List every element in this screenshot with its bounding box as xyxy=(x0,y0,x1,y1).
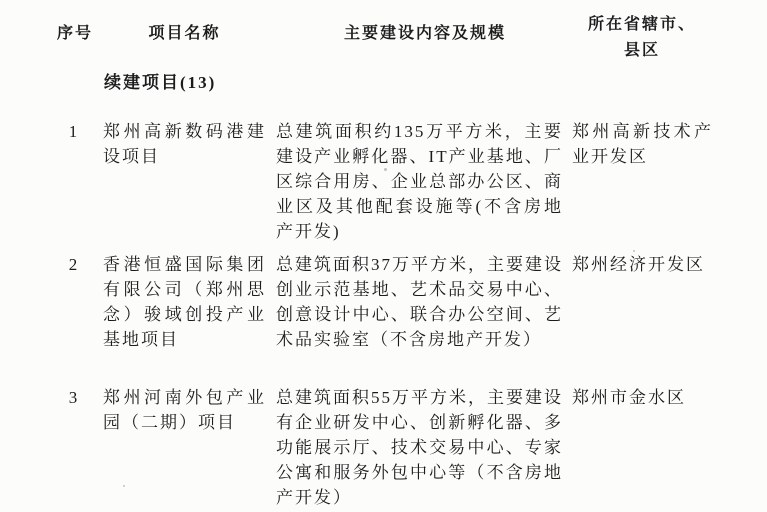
construction-content-line: 功能展示厅、技术交易中心、专家 xyxy=(276,438,563,457)
scan-speck xyxy=(384,168,387,171)
construction-content-line: 业区及其他配套设施等(不含房地 xyxy=(276,197,563,216)
construction-content-line: 有企业研发中心、创新孵化器、多 xyxy=(276,413,563,432)
location-line: 郑州高新技术产 xyxy=(572,122,713,141)
construction-content-line: 建设产业孵化器、IT产业基地、厂 xyxy=(276,147,563,166)
location-cell xyxy=(572,252,713,277)
section-label: 续建项目(13) xyxy=(104,73,217,92)
header-location-line2: 县区 xyxy=(623,42,660,59)
project-name-line: 基地项目 xyxy=(103,330,179,349)
location-cell xyxy=(572,119,713,169)
project-name-line: 设项目 xyxy=(103,147,160,166)
row-serial: 2 xyxy=(68,255,80,274)
construction-content-line: 术品实验室（不含房地产开发） xyxy=(276,330,542,349)
location-line: 郑州经济开发区 xyxy=(572,255,705,274)
construction-content-cell xyxy=(276,119,563,244)
header-serial: 序号 xyxy=(56,25,93,42)
construction-content-line: 产开发) xyxy=(276,222,341,241)
header-location-line1: 所在省辖市、 xyxy=(587,16,696,33)
construction-content-cell xyxy=(276,252,563,352)
row-serial: 1 xyxy=(68,122,80,141)
project-name-cell xyxy=(103,385,266,435)
construction-content-line: 公寓和服务外包中心等（不含房地 xyxy=(276,463,563,482)
construction-content-line: 产开发） xyxy=(276,488,352,507)
project-name-cell xyxy=(103,119,266,169)
project-name-line: 香港恒盛国际集团 xyxy=(103,255,266,274)
location-line: 郑州市金水区 xyxy=(572,388,686,407)
project-name-line: 园（二期）项目 xyxy=(103,413,236,432)
header-construction-content: 主要建设内容及规模 xyxy=(343,25,506,42)
scan-speck xyxy=(123,485,125,487)
row-serial: 3 xyxy=(68,388,80,407)
scan-speck xyxy=(633,250,635,252)
construction-content-line: 总建筑面积37万平方米，主要建设 xyxy=(276,255,563,274)
header-project-name: 项目名称 xyxy=(148,25,221,42)
project-name-line: 郑州河南外包产业 xyxy=(103,388,266,407)
construction-content-line: 区综合用房、企业总部办公区、商 xyxy=(276,172,563,191)
construction-content-line: 创意设计中心、联合办公空间、艺 xyxy=(276,305,563,324)
project-name-line: 郑州高新数码港建 xyxy=(103,122,266,141)
construction-content-line: 总建筑面积约135万平方米，主要 xyxy=(276,122,563,141)
construction-content-line: 创业示范基地、艺术品交易中心、 xyxy=(276,280,563,299)
location-cell xyxy=(572,385,713,410)
location-line: 业开发区 xyxy=(572,147,648,166)
construction-content-cell xyxy=(276,385,563,510)
project-name-line: 有限公司（郑州思 xyxy=(103,280,266,299)
header-location xyxy=(568,12,716,64)
project-name-line: 念）骏域创投产业 xyxy=(103,305,266,324)
project-name-cell xyxy=(103,252,266,352)
construction-content-line: 总建筑面积55万平方米，主要建设 xyxy=(276,388,563,407)
